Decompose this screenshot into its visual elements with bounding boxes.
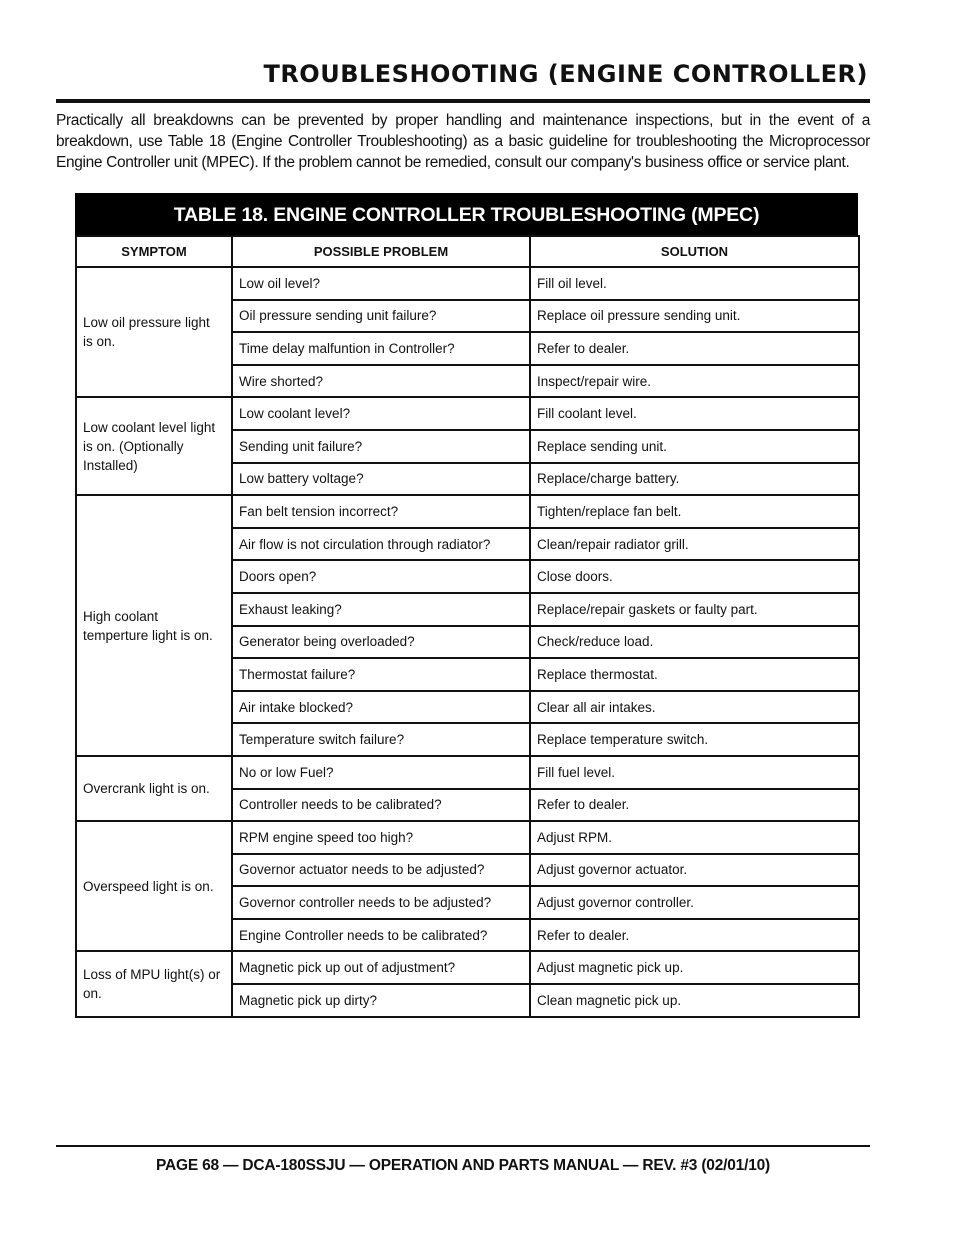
- solution-cell: Adjust governor controller.: [530, 886, 859, 919]
- problem-cell: Low battery voltage?: [232, 463, 530, 496]
- problem-cell: Low coolant level?: [232, 397, 530, 430]
- solution-cell: Clean/repair radiator grill.: [530, 528, 859, 561]
- solution-cell: Replace/charge battery.: [530, 463, 859, 496]
- problem-cell: Engine Controller needs to be calibrated?: [232, 919, 530, 952]
- problem-cell: Controller needs to be calibrated?: [232, 789, 530, 822]
- solution-cell: Tighten/replace fan belt.: [530, 495, 859, 528]
- table-row: [76, 267, 859, 300]
- table-row: [76, 495, 859, 528]
- solution-cell: Refer to dealer.: [530, 919, 859, 952]
- problem-cell: Generator being overloaded?: [232, 626, 530, 659]
- table-row: [76, 821, 859, 854]
- solution-cell: Refer to dealer.: [530, 332, 859, 365]
- problem-cell: Low oil level?: [232, 267, 530, 300]
- problem-cell: Oil pressure sending unit failure?: [232, 300, 530, 333]
- symptom-cell: High coolant temperture light is on.: [76, 495, 232, 756]
- problem-cell: Governor actuator needs to be adjusted?: [232, 854, 530, 887]
- symptom-cell: Low coolant level light is on. (Optionally Installed): [76, 397, 232, 495]
- table-row: [76, 756, 859, 789]
- title-divider: [56, 99, 870, 103]
- problem-cell: Doors open?: [232, 560, 530, 593]
- problem-cell: Sending unit failure?: [232, 430, 530, 463]
- problem-cell: No or low Fuel?: [232, 756, 530, 789]
- solution-cell: Adjust governor actuator.: [530, 854, 859, 887]
- solution-cell: Adjust RPM.: [530, 821, 859, 854]
- troubleshooting-grid: [75, 235, 860, 1018]
- table-title: TABLE 18. ENGINE CONTROLLER TROUBLESHOOTING (MPEC): [75, 193, 858, 235]
- solution-cell: Replace temperature switch.: [530, 723, 859, 756]
- table-row: [76, 397, 859, 430]
- table-body: [76, 267, 859, 1017]
- problem-cell: RPM engine speed too high?: [232, 821, 530, 854]
- solution-cell: Refer to dealer.: [530, 789, 859, 822]
- solution-cell: Check/reduce load.: [530, 626, 859, 659]
- problem-cell: Magnetic pick up dirty?: [232, 984, 530, 1017]
- symptom-cell: Loss of MPU light(s) or on.: [76, 951, 232, 1016]
- solution-cell: Close doors.: [530, 560, 859, 593]
- problem-cell: Exhaust leaking?: [232, 593, 530, 626]
- solution-cell: Adjust magnetic pick up.: [530, 951, 859, 984]
- column-header-solution: SOLUTION: [530, 236, 859, 267]
- intro-paragraph: Practically all breakdowns can be prevented by proper handling and maintenance inspections, but in the event of a breakdown, use Table 18 (Engine Controller Troubleshooting) as a basic guideline for troubleshooting the Microprocessor Engine Controller unit (MPEC). If the problem cannot be remedied, consult our company's business office or service plant.: [56, 112, 870, 171]
- symptom-cell: Low oil pressure light is on.: [76, 267, 232, 397]
- solution-cell: Replace oil pressure sending unit.: [530, 300, 859, 333]
- solution-cell: Fill fuel level.: [530, 756, 859, 789]
- problem-cell: Governor controller needs to be adjusted?: [232, 886, 530, 919]
- problem-cell: Fan belt tension incorrect?: [232, 495, 530, 528]
- solution-cell: Clear all air intakes.: [530, 691, 859, 724]
- solution-cell: Fill coolant level.: [530, 397, 859, 430]
- solution-cell: Replace/repair gaskets or faulty part.: [530, 593, 859, 626]
- footer-divider: [56, 1145, 870, 1147]
- page-title: TROUBLESHOOTING (ENGINE CONTROLLER): [263, 60, 868, 88]
- problem-cell: Temperature switch failure?: [232, 723, 530, 756]
- symptom-cell: Overspeed light is on.: [76, 821, 232, 951]
- solution-cell: Replace sending unit.: [530, 430, 859, 463]
- problem-cell: Thermostat failure?: [232, 658, 530, 691]
- problem-cell: Wire shorted?: [232, 365, 530, 398]
- problem-cell: Magnetic pick up out of adjustment?: [232, 951, 530, 984]
- column-header-symptom: SYMPTOM: [76, 236, 232, 267]
- table-row: [76, 951, 859, 984]
- solution-cell: Clean magnetic pick up.: [530, 984, 859, 1017]
- solution-cell: Inspect/repair wire.: [530, 365, 859, 398]
- page-footer: PAGE 68 — DCA-180SSJU — OPERATION AND PARTS MANUAL — REV. #3 (02/01/10): [156, 1157, 770, 1174]
- symptom-cell: Overcrank light is on.: [76, 756, 232, 821]
- column-header-possible-problem: POSSIBLE PROBLEM: [232, 236, 530, 267]
- problem-cell: Air intake blocked?: [232, 691, 530, 724]
- solution-cell: Replace thermostat.: [530, 658, 859, 691]
- troubleshooting-table: [75, 193, 858, 1018]
- solution-cell: Fill oil level.: [530, 267, 859, 300]
- column-header-row: [76, 236, 859, 267]
- problem-cell: Time delay malfuntion in Controller?: [232, 332, 530, 365]
- problem-cell: Air flow is not circulation through radiator?: [232, 528, 530, 561]
